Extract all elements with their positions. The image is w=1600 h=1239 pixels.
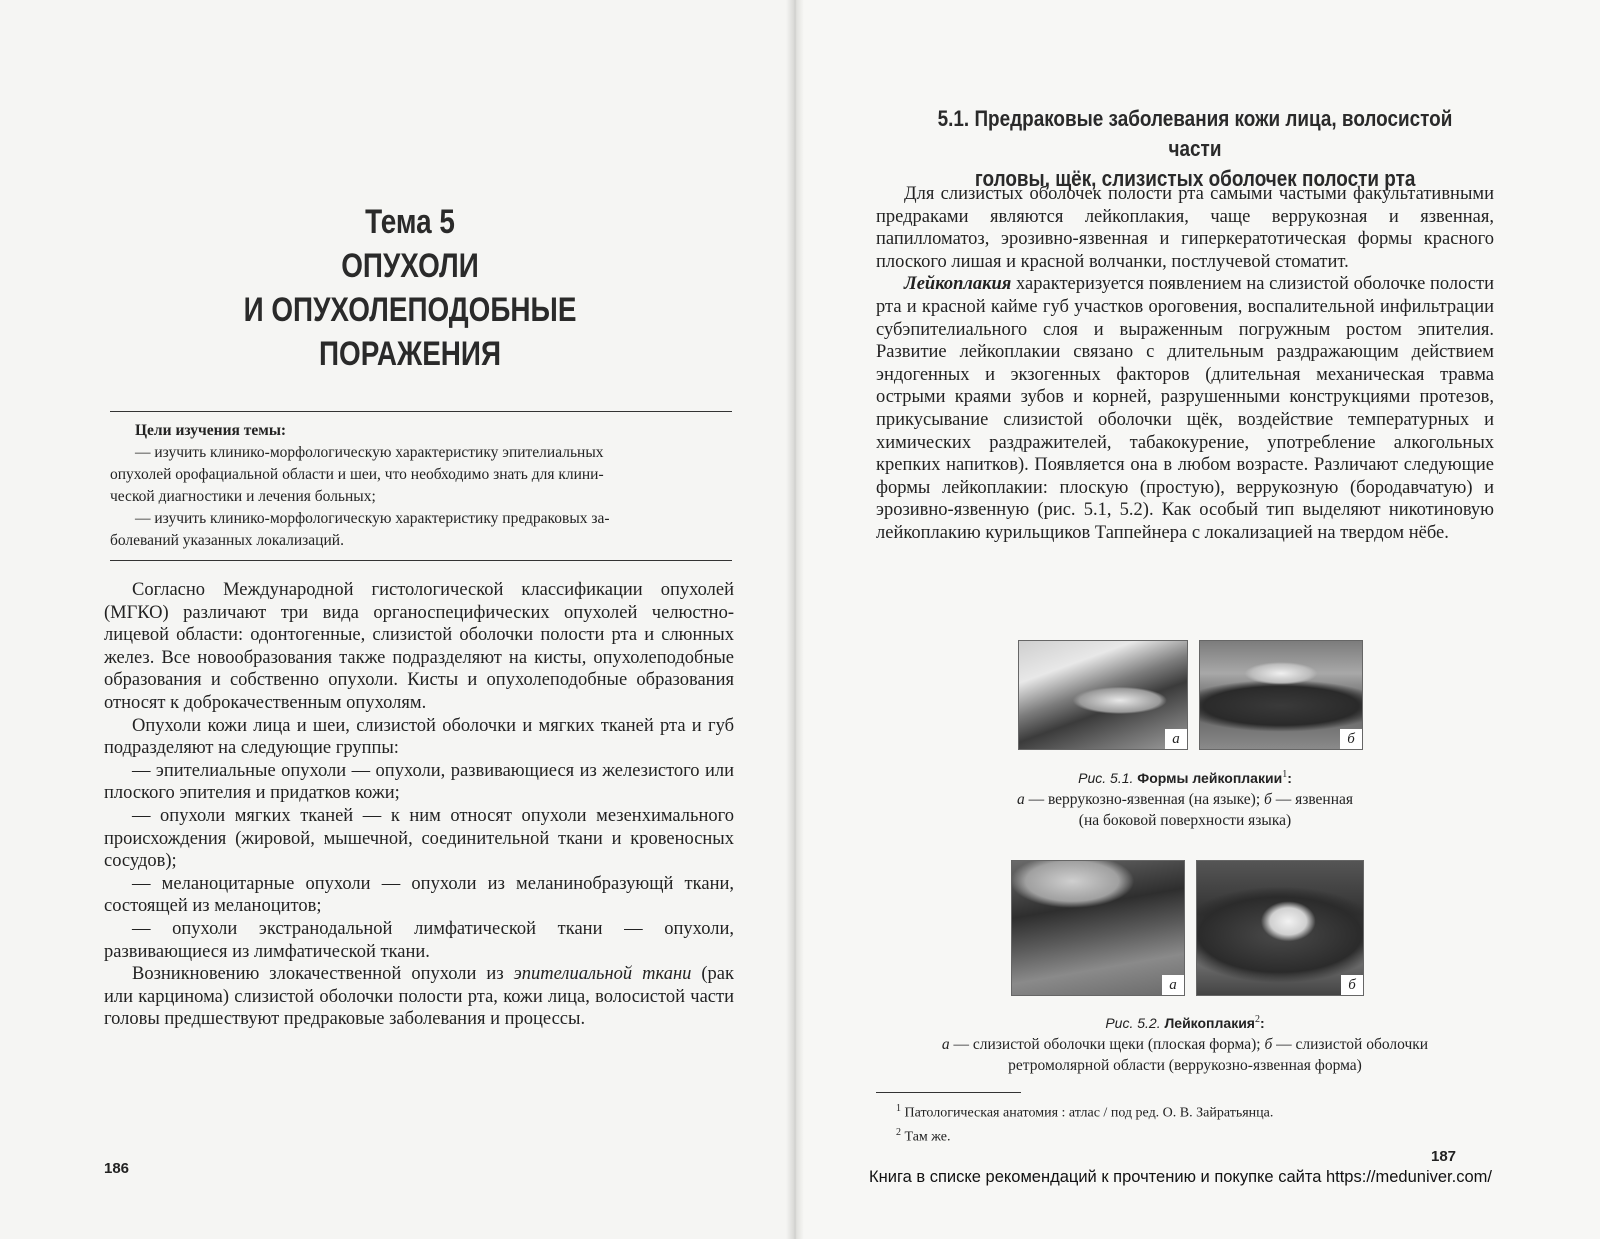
photo-tag: а [1165,729,1187,749]
caption-letter: а [1016,791,1025,809]
figure-5-2-caption [875,1009,1495,1076]
caption-letter: б [1264,791,1272,809]
footnote-rule [876,1092,1021,1093]
footnote-number: 2 [896,1126,901,1138]
goals-title: Цели изучения темы: [135,422,287,439]
left-body-text [104,579,734,1031]
photo-tag: б [1341,975,1363,995]
page-number-left: 186 [104,1160,130,1177]
page-number-right: 187 [1431,1148,1457,1165]
caption-label: Рис. 5.1. [1078,770,1134,787]
section-title-line-2: головы, щёк, слизистых оболочек полости рта [974,166,1416,191]
footnote-text: Патологическая анатомия : атлас / под ред. О. В. Зайратьянца. [904,1105,1274,1121]
caption-letter: б [1264,1036,1273,1054]
topic-goals-box [110,411,732,561]
figure-5-2-photo-b [1196,860,1364,996]
left-page [0,0,795,1239]
caption-colon: : [1287,770,1292,787]
caption-text: — слизистой оболочки [1272,1036,1429,1054]
caption-name: Лейкоплакия [1164,1015,1255,1032]
caption-text: — язвенная [1271,791,1354,809]
paragraph: Опухоли кожи лица и шеи, слизистой оболочки и мягких тканей рта и губ подразделяют на следующие группы: [104,715,734,759]
section-title [885,104,1505,194]
caption-line [875,1034,1495,1055]
caption-text: — веррукозно-язвенная (на языке); [1024,791,1265,809]
section-title-line-1: 5.1. Предраковые заболевания кожи лица, волосистой части [937,106,1453,161]
figure-5-1-caption [875,764,1495,831]
topic-title-line-1: ОПУХОЛИ [341,247,479,285]
text-run: (рак или карцинома) слизистой оболочки полости рта, кожи лица, волосистой части головы предшествуют предраковые заболевания и процессы. [104,964,734,1030]
footnote-2 [876,1123,1494,1147]
footnote-ref: 1 [1282,769,1288,780]
italic-term: эпителиальной ткани [513,964,692,985]
topic-heading [190,200,630,376]
footnote-number: 1 [896,1103,901,1114]
list-item: — опухоли экстранодальной лимфатической ткани — опухоли, развивающиеся из лимфатической ткани. [104,918,734,962]
topic-title-line-3: ПОРАЖЕНИЯ [318,335,502,373]
photo-tag: б [1340,729,1362,749]
text-run: характеризуется появлением на слизистой оболочке полости рта и красной кайме губ участков ороговения, воспалительной инфильтрации субэпителиального слоя и выраженным погружным ростом эпителия. Развитие лейкоплакии связано с длительным раздражающим действием эндогенных и экзогенных факторов (длительная механическая травма острыми краями зубов и корней, разрушенными конструкциями протезов, прикусывание слизистой оболочки щёк, воздействие температурных и химических раздражителей, табакокурение, употребление алкогольных крепких напитков). Появляется она в любом возрасте. Различают следующие формы лейкоплакии: плоскую (простую), веррукозную (бородавчатую) и эрозивно-язвенную (рис. 5.1, 5.2). Как особый тип выделяют никотиновую лейкоплакию курильщиков Таппейнера с локализацией на твердом нёбе. [876,274,1494,543]
topic-number: Тема 5 [365,203,455,241]
footnote-ref: 2 [1254,1014,1260,1025]
caption-text: — слизистой оболочки щеки (плоская форма); [949,1036,1265,1054]
list-item: — опухоли мягких тканей — к ним относят опухоли мезенхимального происхождения (жировой, мышечной, соединительной ткани и кровеносных сосудов); [104,805,734,872]
paragraph: Для слизистых оболочек полости рта самыми частыми факультативными предраками являются лейкоплакия, чаще веррукозная и язвенная, папилломатоз, эрозивно-язвенная и гиперкератотическая формы красного плоского лишая и красной волчанки, постлучевой стоматит. [876,184,1494,272]
term: Лейкоплакия [904,274,1012,295]
caption-line: ретромолярной области (веррукозно-язвенная форма) [1008,1057,1362,1075]
figure-5-1-photo-a [1018,640,1188,750]
goals-line: болеваний указанных локализаций. [110,532,344,549]
right-body-text [876,183,1494,545]
goals-line: ческой диагностики и лечения больных; [110,488,376,505]
watermark-link[interactable]: Книга в списке рекомендаций к прочтению и покупке сайта https://meduniver.com/ [869,1168,1492,1186]
topic-title-line-2: И ОПУХОЛЕПОДОБНЫЕ [243,291,577,329]
goals-line: — изучить клинико-морфологическую характеристику предраковых за- [135,510,610,527]
text-run: Возникновению злокачественной опухоли из [132,964,514,985]
figure-5-1-photo-b [1199,640,1363,750]
footnotes [876,1092,1494,1146]
footnote-1 [876,1099,1494,1123]
paragraph [876,273,1494,544]
paragraph [104,963,734,1031]
figure-5-2-photo-a [1011,860,1185,996]
photo-tag: а [1162,975,1184,995]
caption-label: Рис. 5.2. [1105,1015,1161,1032]
goals-line: опухолей орофациальной области и шеи, что необходимо знать для клини- [110,466,604,483]
book-gutter [786,0,804,1239]
list-item: — меланоцитарные опухоли — опухоли из меланинобразующй ткани, состоящей из меланоцитов; [104,873,734,917]
caption-colon: : [1259,1015,1265,1032]
caption-line: (на боковой поверхности языка) [1078,812,1292,830]
goals-line: — изучить клинико-морфологическую характеристику эпителиальных [135,444,604,461]
caption-title [875,1009,1495,1034]
caption-line [875,789,1495,810]
list-item: — эпителиальные опухоли — опухоли, развивающиеся из железистого или плоского эпителия и придатков кожи; [104,760,734,804]
paragraph: Согласно Международной гистологической классификации опухолей (МГКО) различают три вида органоспецифических опухолей челюстно-лицевой области: одонтогенные, слизистой оболочки полости рта и слюнных желез. Все новообразования также подразделяют на кисты, опухолеподобные образования и собственно опухоли. Кисты и опухолеподобные образования относят к доброкачественным опухолям. [104,580,734,713]
caption-title [875,764,1495,789]
right-page [795,0,1600,1239]
caption-letter: а [941,1036,950,1054]
caption-name: Формы лейкоплакии [1137,770,1283,787]
footnote-text: Там же. [904,1129,951,1145]
